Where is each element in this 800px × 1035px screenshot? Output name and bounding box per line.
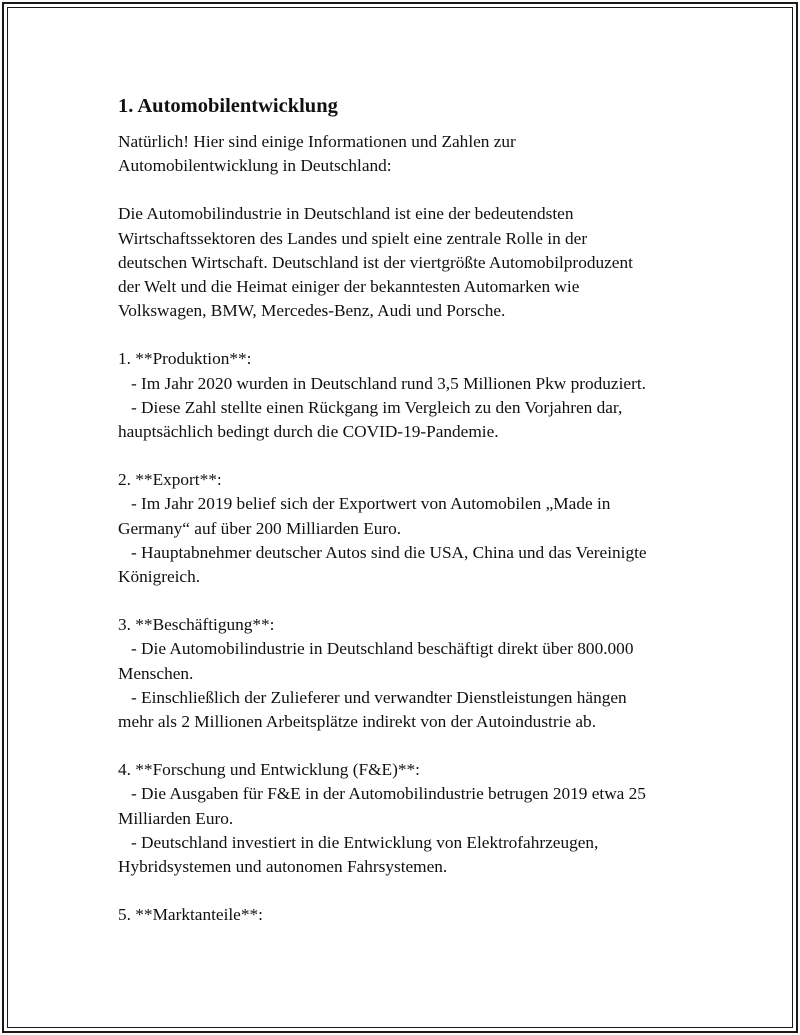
section-line: - Einschließlich der Zulieferer und verwandter Dienstleistungen hängen [118,687,627,707]
section-line: - Hauptabnehmer deutscher Autos sind die USA, China und das Vereinigte [118,542,647,562]
section-line: - Diese Zahl stellte einen Rückgang im Vergleich zu den Vorjahren dar, [118,397,623,417]
section-line: - Im Jahr 2020 wurden in Deutschland rund 3,5 Millionen Pkw produziert. [118,373,646,393]
section-line: Königreich. [118,567,201,587]
section-line: - Die Automobilindustrie in Deutschland beschäftigt direkt über 800.000 [118,639,634,659]
intro-line: Automobilentwicklung in Deutschland: [118,156,392,176]
overview-line: der Welt und die Heimat einiger der bekanntesten Automarken wie [118,277,580,297]
section-beschaeftigung [118,613,698,734]
section-heading: 5. **Marktanteile**: [118,905,263,925]
section-heading: 1. **Produktion**: [118,349,252,369]
document-body [118,92,698,951]
section-marktanteile [118,903,698,927]
section-line: Milliarden Euro. [118,808,234,828]
section-export [118,468,698,589]
overview-line: Die Automobilindustrie in Deutschland ist eine der bedeutendsten [118,204,574,224]
section-line: Hybridsystemen und autonomen Fahrsystemen. [118,857,448,877]
section-forschung [118,758,698,879]
section-heading: 4. **Forschung und Entwicklung (F&E)**: [118,760,420,780]
section-produktion [118,347,698,444]
section-line: - Die Ausgaben für F&E in der Automobilindustrie betrugen 2019 etwa 25 [118,784,646,804]
section-line: mehr als 2 Millionen Arbeitsplätze indirekt von der Autoindustrie ab. [118,712,597,732]
intro-paragraph [118,130,698,178]
intro-line: Natürlich! Hier sind einige Informationen und Zahlen zur [118,132,516,151]
section-line: hauptsächlich bedingt durch die COVID-19-Pandemie. [118,422,499,442]
section-line: - Im Jahr 2019 belief sich der Exportwert von Automobilen „Made in [118,494,611,514]
overview-line: Volkswagen, BMW, Mercedes-Benz, Audi und Porsche. [118,301,506,321]
overview-line: Wirtschaftssektoren des Landes und spielt eine zentrale Rolle in der [118,228,588,248]
section-line: Germany“ auf über 200 Milliarden Euro. [118,518,402,538]
section-line: - Deutschland investiert in die Entwicklung von Elektrofahrzeugen, [118,832,599,852]
overview-line: deutschen Wirtschaft. Deutschland ist der viertgrößte Automobilproduzent [118,252,633,272]
document-title: 1. Automobilentwicklung [118,95,338,117]
section-heading: 3. **Beschäftigung**: [118,615,275,635]
overview-paragraph [118,202,698,323]
section-line: Menschen. [118,663,194,683]
section-heading: 2. **Export**: [118,470,222,490]
